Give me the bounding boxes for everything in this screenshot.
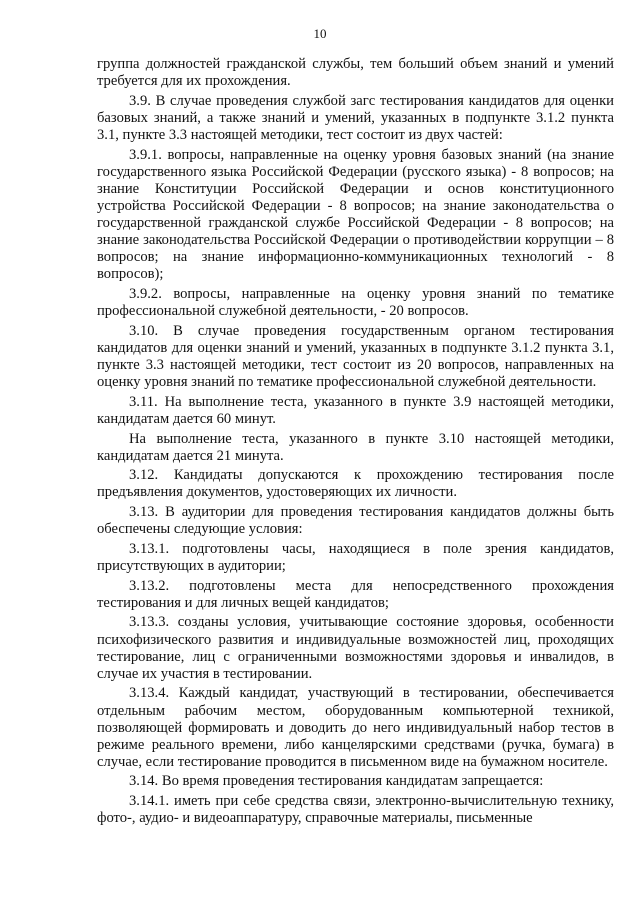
- paragraph-3-12: 3.12. Кандидаты допускаются к прохождению тестирования после предъявления документов, удостоверяющих их личности.: [97, 467, 614, 501]
- paragraph-3-11: 3.11. На выполнение теста, указанного в пункте 3.9 настоящей методики, кандидатам дается 60 минут.: [97, 393, 614, 427]
- paragraph-3-13: 3.13. В аудитории для проведения тестирования кандидатов должны быть обеспечены следующие условия:: [97, 504, 614, 538]
- paragraph-3-13-1: 3.13.1. подготовлены часы, находящиеся в поле зрения кандидатов, присутствующих в аудитории;: [97, 540, 614, 574]
- paragraph-3-9-2: 3.9.2. вопросы, направленные на оценку уровня знаний по тематике профессиональной служебной деятельности, - 20 вопросов.: [97, 286, 614, 320]
- document-body: [97, 56, 614, 827]
- paragraph-3-11-continued: На выполнение теста, указанного в пункте 3.10 настоящей методики, кандидатам дается 21 минута.: [97, 430, 614, 464]
- paragraph-3-14-1: 3.14.1. иметь при себе средства связи, электронно-вычислительную технику, фото-, аудио- и видеоаппаратуру, справочные материалы, письменные: [97, 793, 614, 827]
- paragraph-continuation: группа должностей гражданской службы, тем больший объем знаний и умений требуется для их прохождения.: [97, 56, 614, 90]
- paragraph-3-13-2: 3.13.2. подготовлены места для непосредственного прохождения тестирования и для личных вещей кандидатов;: [97, 577, 614, 611]
- paragraph-3-9-1: 3.9.1. вопросы, направленные на оценку уровня базовых знаний (на знание государственного языка Российской Федерации (русского языка) - 8 вопросов; на знание Конституции Российской Федерации и основ конституционного устройства Российской Федерации - 8 вопросов; на знание законодательства о государственной гражданской службе Российской Федерации - 8 вопросов; на знание законодательства Российской Федерации о противодействии коррупции – 8 вопросов; на знание информационно-коммуникационных технологий - 8 вопросов);: [97, 146, 614, 283]
- page-number: 10: [313, 26, 327, 41]
- paragraph-3-10: 3.10. В случае проведения государственным органом тестирования кандидатов для оценки знаний и умений, указанных в подпункте 3.1.2 пункта 3.1, пункте 3.3 настоящей методики, тест состоит из 20 вопросов, направленных на оценку уровня знаний по тематике профессиональной служебной деятельности.: [97, 322, 614, 391]
- paragraph-3-9: 3.9. В случае проведения службой загс тестирования кандидатов для оценки базовых знаний, а также знаний и умений, указанных в подпункте 3.1.2 пункта 3.1, пункте 3.3 настоящей методики, тест состоит из двух частей:: [97, 92, 614, 143]
- paragraph-3-13-3: 3.13.3. созданы условия, учитывающие состояние здоровья, особенности психофизического развития и индивидуальные возможностей лиц, проходящих тестирование, лиц с ограниченными возможностями здоровья и инвалидов, в случае их участия в тестировании.: [97, 614, 614, 682]
- paragraph-3-13-4: 3.13.4. Каждый кандидат, участвующий в тестировании, обеспечивается отдельным рабочим местом, оборудованным компьютерной техникой, позволяющей формировать и доводить до него индивидуальный набор тестов в режиме реального времени, либо канцелярскими средствами (ручка, бумага) в случае, если тестирование проводится в письменном виде на бумажном носителе.: [97, 685, 614, 770]
- paragraph-3-14: 3.14. Во время проведения тестирования кандидатам запрещается:: [129, 773, 544, 790]
